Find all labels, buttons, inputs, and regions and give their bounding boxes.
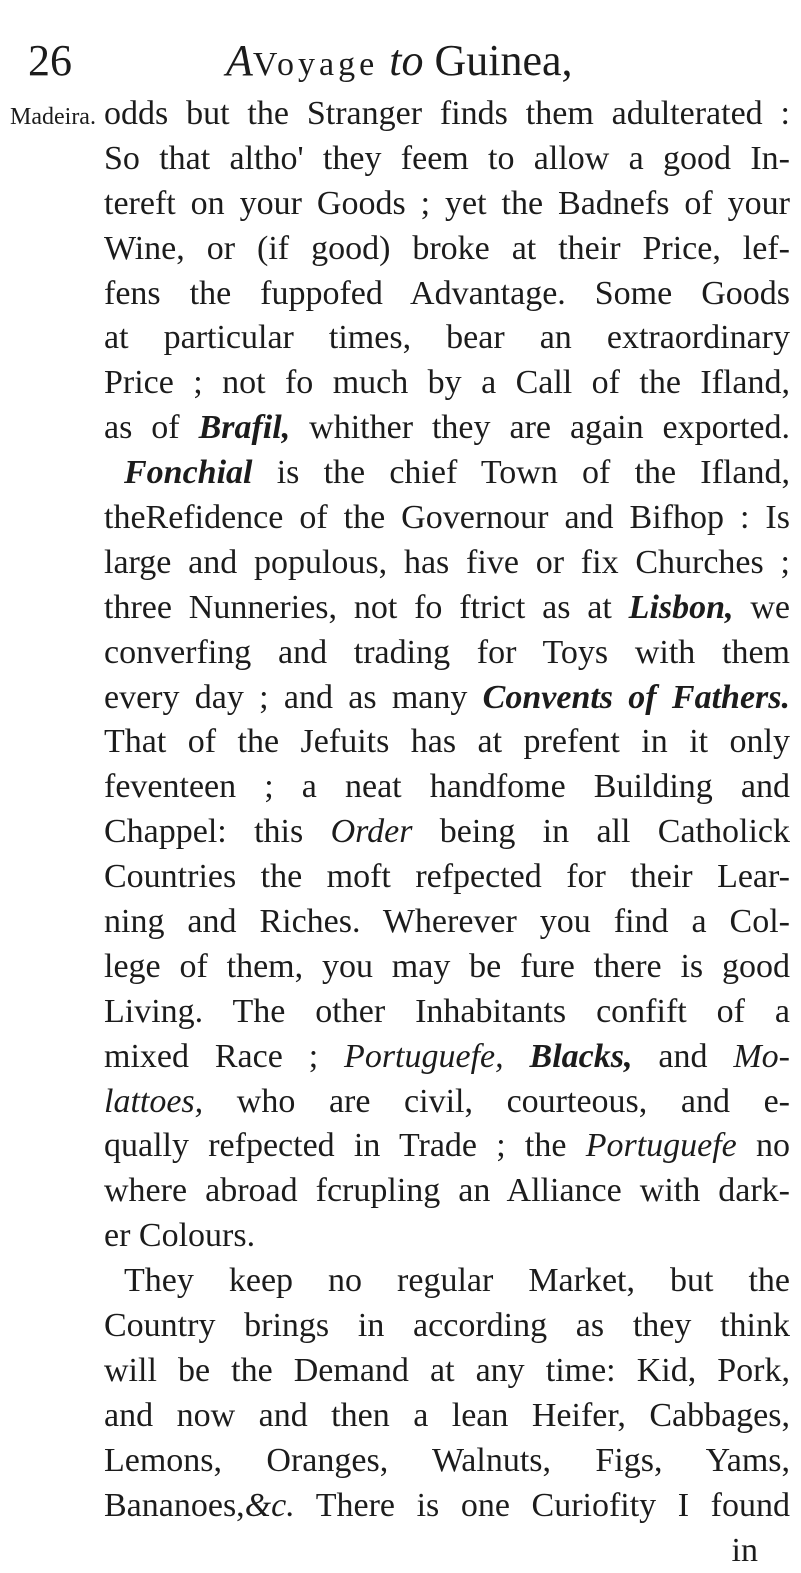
text-run: theRefidence of the Governour and Bifhop : Is [104,499,790,536]
text-run: Living. The other Inhabitants confift of a [104,993,790,1030]
text-run: is the chief Town of the Ifland, [252,454,790,491]
text-line [104,1259,790,1304]
text-run: in [732,1532,758,1569]
text-run: qually refpected in Trade ; the [104,1127,586,1164]
emphasis: Blacks, [530,1038,633,1075]
text-line [104,676,790,721]
text-line [104,137,790,182]
text-line [104,496,790,541]
place-name: Brafil, [199,409,291,446]
text-run: tereft on your Goods ; yet the Badnefs of your [104,185,790,222]
place-name: Fonchial [124,454,252,491]
text-run: lege of them, you may be fure there is good [104,948,790,985]
text-run: Bananoes, [104,1487,245,1524]
text-line [104,1484,790,1529]
text-line [104,451,790,496]
emphasis: Mo- [733,1038,790,1075]
text-run: Country brings in according as they think [104,1307,790,1344]
emphasis: Portuguefe, [344,1038,504,1075]
text-run: being in all Catholick [412,813,790,850]
emphasis: &c. [245,1487,295,1524]
text-line [104,316,790,361]
text-run: every day ; and as many [104,679,483,716]
text-run: where abroad fcrupling an Alliance with dark- [104,1172,790,1209]
text-run: converfing and trading for Toys with them [104,634,790,671]
text-line [104,720,790,765]
text-line [104,990,790,1035]
emphasis: Portuguefe [586,1127,737,1164]
text-line [104,92,790,137]
text-line [104,1304,790,1349]
text-run: and now and then a lean Heifer, Cabbages, [104,1397,790,1434]
text-run: That of the Jefuits has at prefent in it only [104,723,790,760]
text-run: So that altho' they feem to allow a good In- [104,140,790,177]
text-run: three Nunneries, not fo ftrict as at [104,589,629,626]
text-line [104,945,790,990]
place-name: Lisbon, [629,589,734,626]
text-run: whither they are again exported. [290,409,790,446]
text-line [104,227,790,272]
text-line [104,900,790,945]
running-head-guinea: Guinea, [434,36,572,85]
text-line [104,1080,790,1125]
running-head [226,36,573,90]
text-line [104,1035,790,1080]
text-run: fens the fuppofed Advantage. Some Goods [104,275,790,312]
text-run: Price ; not fo much by a Call of the Ifland, [104,364,790,401]
catchword [104,1529,790,1573]
text-run: ning and Riches. Wherever you find a Col- [104,903,790,940]
text-line [104,810,790,855]
text-run: There is one Curiofity I found [295,1487,790,1524]
text-run: Chappel: this [104,813,331,850]
text-run: no [737,1127,790,1164]
text-line [104,541,790,586]
text-run: and [632,1038,733,1075]
text-run: They keep no regular Market, but the [124,1262,790,1299]
margin-note: Madeira. [10,103,96,131]
emphasis: lattoes, [104,1083,203,1120]
text-run: Wine, or (if good) broke at their Price, lef- [104,230,790,267]
text-run: odds but the Stranger finds them adulterated : [104,95,790,132]
text-line [104,1169,790,1214]
text-run: who are civil, courteous, and e- [203,1083,790,1120]
text-line [104,1394,790,1439]
text-run: will be the Demand at any time: Kid, Pork, [104,1352,790,1389]
running-head-article: A [226,36,253,85]
text-run [504,1038,530,1075]
text-line [104,361,790,406]
text-line [104,406,790,451]
text-line [104,631,790,676]
emphasis: Order [331,813,413,850]
emphasis: Convents of Fathers. [483,679,790,716]
text-line [104,272,790,317]
text-run: mixed Race ; [104,1038,344,1075]
body-text [104,92,790,1573]
text-line [104,182,790,227]
running-head-voyage: Voyage [253,46,378,83]
text-line [104,765,790,810]
page-number: 26 [28,36,72,86]
text-run: large and populous, has five or fix Churches ; [104,544,790,581]
text-run: Lemons, Oranges, Walnuts, Figs, Yams, [104,1442,790,1479]
text-run: as of [104,409,199,446]
text-line [104,586,790,631]
text-run: Countries the moft refpected for their Lear- [104,858,790,895]
text-run: we [734,589,790,626]
text-line [104,1349,790,1394]
running-head-to: to [389,36,423,85]
page-header [0,30,801,90]
text-run: at particular times, bear an extraordinary [104,319,790,356]
text-run: er Colours. [104,1217,255,1254]
text-line [104,1439,790,1484]
text-line [104,855,790,900]
text-line [104,1124,790,1169]
text-line [104,1214,790,1259]
text-run: feventeen ; a neat handfome Building and [104,768,790,805]
